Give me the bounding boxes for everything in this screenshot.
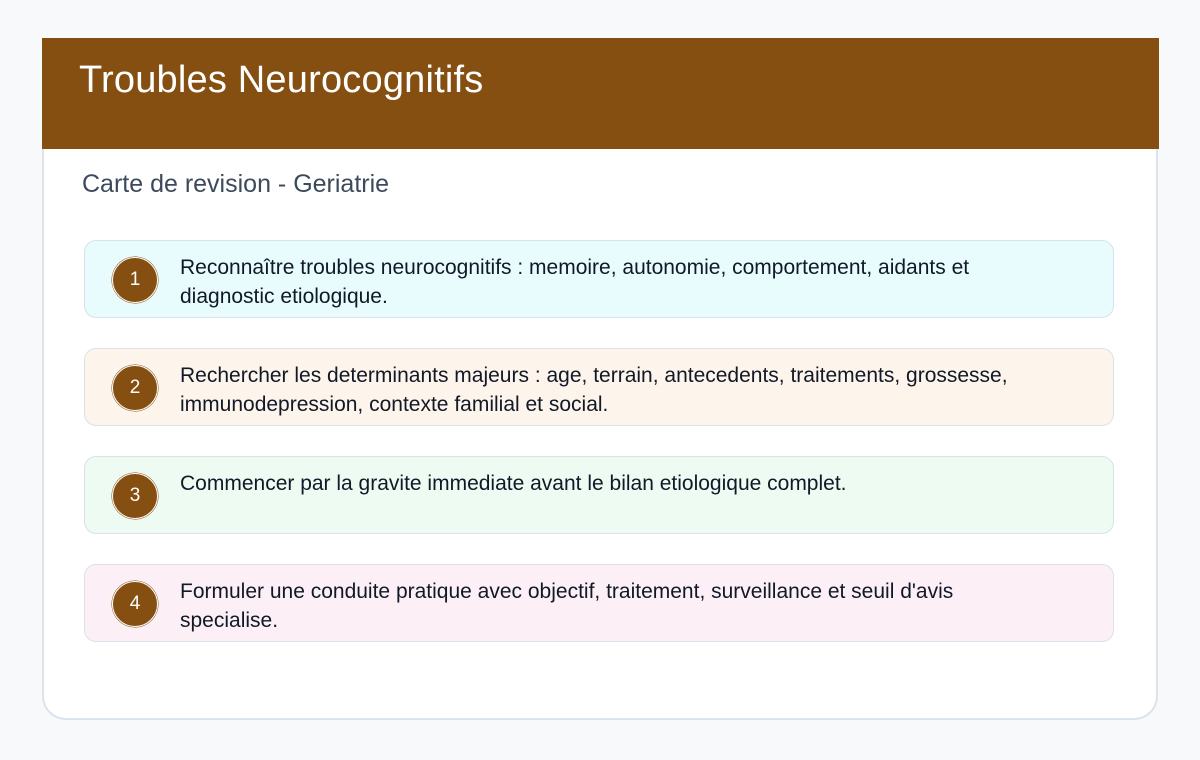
- item-text: Formuler une conduite pratique avec objectif, traitement, surveillance et seuil d'avis specialise.: [180, 580, 954, 632]
- card-header: [42, 38, 1159, 149]
- item-number-badge: 2: [112, 365, 158, 411]
- list-item: [84, 240, 1114, 318]
- item-text: Commencer par la gravite immediate avant le bilan etiologique complet.: [180, 472, 847, 495]
- item-number-badge: 3: [112, 473, 158, 519]
- list-item: [84, 348, 1114, 426]
- page-title: Troubles Neurocognitifs: [79, 59, 484, 101]
- item-text: Rechercher les determinants majeurs : age, terrain, antecedents, traitements, grossesse, immunodepression, contexte familial et social.: [180, 364, 1008, 416]
- card-subtitle: Carte de revision - Geriatrie: [82, 170, 390, 198]
- list-item: [84, 456, 1114, 534]
- item-number-badge: 4: [112, 581, 158, 627]
- item-text: Reconnaître troubles neurocognitifs : memoire, autonomie, comportement, aidants et diagnostic etiologique.: [180, 256, 970, 308]
- item-number-badge: 1: [112, 257, 158, 303]
- list-item: [84, 564, 1114, 642]
